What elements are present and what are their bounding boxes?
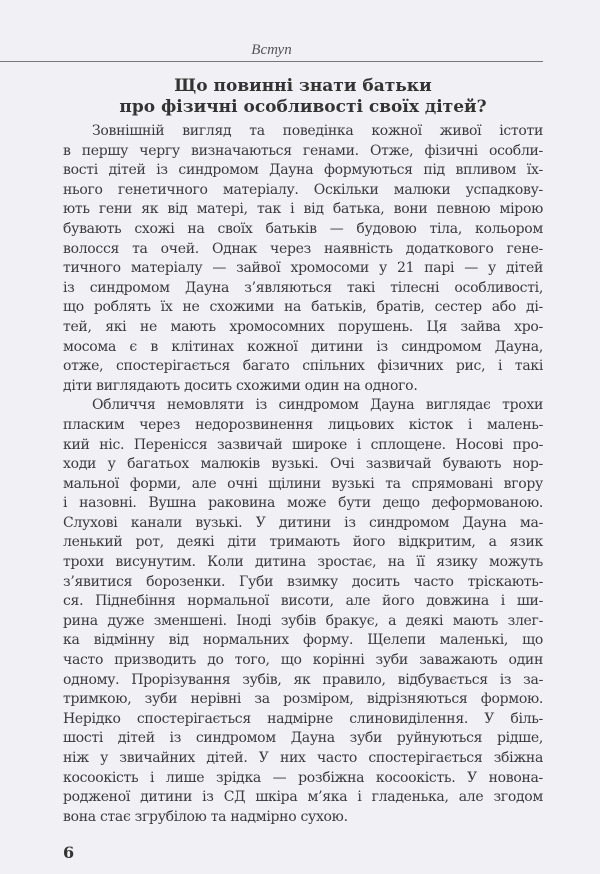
text-line: Нерідко спостерігається надмірне слиновиділення. У біль- bbox=[63, 710, 543, 727]
text-line: ка відмінну від нормальних форму. Щелепи маленькі, що bbox=[63, 632, 543, 649]
text-line: родженої дитини із СД шкіра м’яка і гладенька, але згодом bbox=[63, 789, 543, 806]
text-line: вості дітей із синдромом Дауна формуються під впливом їх- bbox=[63, 162, 543, 179]
text-line: ніж у звичайних дітей. У них часто спостерігається збіжна bbox=[63, 750, 543, 766]
text-line: нього генетичного матеріалу. Оскільки малюки успадкову- bbox=[63, 181, 543, 198]
text-line: одному. Прорізування зубів, як правило, відбувається із за- bbox=[63, 671, 543, 688]
paragraph bbox=[63, 396, 543, 827]
text-line: ють гени як від матері, так і від батька, вони певною мірою bbox=[63, 201, 543, 218]
body-text bbox=[63, 122, 543, 827]
text-line: рина дуже зменшені. Іноді зубів бракує, а деякі мають злег- bbox=[63, 612, 543, 629]
text-line: косоокість і лише зрідка — розбіжна косоокість. У новона- bbox=[63, 769, 543, 786]
text-line: шості дітей із синдромом Дауна зуби руйнуються рідше, bbox=[63, 730, 543, 747]
text-line: часто призводить до того, що корінні зуби заважають один bbox=[63, 652, 543, 669]
text-line: тичного матеріалу — зайвої хромосоми у 21 парі — у дітей bbox=[63, 260, 543, 277]
text-line: ленький рот, деякі діти тримають його відкритим, а язик bbox=[63, 534, 543, 551]
text-line: із синдромом Дауна з’являються такі тілесні особливості, bbox=[63, 279, 543, 296]
paragraph bbox=[63, 122, 543, 396]
text-line: волосся та очей. Однак через наявність додаткового гене- bbox=[63, 240, 543, 257]
text-line: отже, спостерігається багато спільних фізичних рис, і такі bbox=[63, 358, 543, 375]
text-line: в першу чергу визначаються генами. Отже, фізичні особли- bbox=[63, 142, 543, 159]
text-line: що роблять їх не схожими на батьків, братів, сестер або ді- bbox=[63, 299, 543, 316]
text-line: тримкою, зуби нерівні за розміром, відрізняються формою. bbox=[63, 691, 543, 708]
text-line: трохи висунутим. Коли дитина зростає, на її язику можуть bbox=[63, 554, 543, 571]
page-number: 6 bbox=[63, 843, 75, 862]
text-line: ходи у багатьох малюків вузькі. Очі зазвичай бувають нор- bbox=[63, 456, 543, 473]
running-head: Вступ bbox=[251, 42, 292, 58]
text-line: мосома є в клітинах кожної дитини із синдромом Дауна, bbox=[63, 338, 543, 355]
text-line: діти виглядають досить схожими один на одного. bbox=[63, 377, 418, 394]
text-line: Зовнішній вигляд та поведінка кожної живої істоти bbox=[92, 123, 543, 139]
text-line: пласким через недорозвинення лицьових кісток і малень- bbox=[63, 416, 543, 433]
section-heading bbox=[63, 76, 543, 118]
text-line: кий ніс. Перенісся зазвичай широке і сплощене. Носові про- bbox=[63, 436, 543, 453]
text-line: тей, які не мають хромосомних порушень. Ця зайва хро- bbox=[63, 318, 543, 335]
text-line: з’явитися борозенки. Губи взимку досить часто тріскають- bbox=[63, 573, 543, 590]
text-line: Слухові канали вузькі. У дитини із синдромом Дауна ма- bbox=[63, 514, 543, 531]
text-line: Обличчя немовляти із синдромом Дауна виглядає трохи bbox=[92, 397, 543, 414]
heading-line: про фізичні особливості своїх дітей? bbox=[119, 97, 487, 117]
text-line: вона стає згрубілою та надмірно сухою. bbox=[63, 808, 348, 825]
heading-line: Що повинні знати батьки bbox=[174, 76, 432, 96]
text-line: і назовні. Вушна раковина може бути дещо деформованою. bbox=[63, 495, 543, 512]
header-rule bbox=[0, 61, 543, 62]
text-line: мальної форми, але очні щілини вузькі та спрямовані вгору bbox=[63, 475, 543, 492]
text-line: бувають схожі на своїх батьків — будовою тіла, кольором bbox=[63, 220, 543, 237]
text-line: ся. Піднебіння нормальної висоти, але його довжина і ши- bbox=[63, 593, 543, 610]
